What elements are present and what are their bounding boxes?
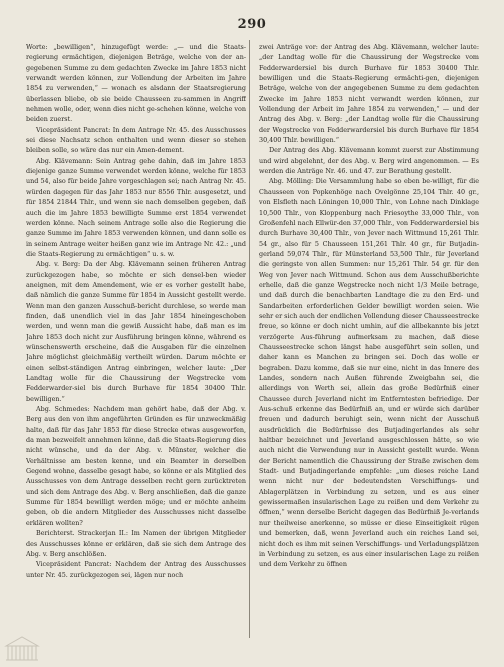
paragraph: Vicepräsident Pancrat: In dem Antrage Nr. 45. des Ausschusses sei diese Nachsatz schon enthalten und wenn dieser so stehen bleiben solle, so wäre das nur ein Amen-dement. bbox=[26, 125, 246, 155]
paragraph: Vicepräsident Pancrat: Nachdem der Antrag des Ausschusses unter Nr. 45. zurückgezogen sei, lägen nur noch bbox=[26, 560, 246, 579]
paragraph: Berichterst. Strackerjan II.: Im Namen der übrigen Mitglieder des Ausschusses könne er erklären, daß sie sich dem Antrage des Abg. v. Berg anschlößen. bbox=[26, 529, 246, 558]
right-column bbox=[259, 42, 479, 642]
paragraph: Abg. Klävemann: Sein Antrag gehe dahin, daß im Jahre 1853 diejenige ganze Summe verwendet werden könne, welche für 1853 und 54, also für beide Jahre vorgeschlagen sei; nach Antrag Nr. 45. würden dagegen für das Jahr 1853 nur 8556 Thlr. ausgesetzt, und für 1854 21844 Thlr., und wenn sie nach demselben gegeben, daß auch die im Jahre 1853 bewilligte Summe erst 1854 verwendet werden könne. Nach seinem Antrage solle also die Regierung die ganze Summe im Jahre 1853 verwenden können, und dann solle es in seinem Antrage weiter heißen ganz wie im Antrage Nr. 42.: „und die Staats-Regierung zu ermächtigen“ u. s. w. bbox=[26, 156, 246, 258]
paragraph: Abg. v. Berg: Da der Abg. Klävemann seinen früheren Antrag zurückgezogen habe, so möchte er sich densel-ben wieder aneignen, mit dem Amendement, wie er es vorher gestellt habe, daß nämlich die ganze Summe für 1854 in Aussicht gestellt werde. Wenn man den ganzen Ausschuß-bericht durchlese, so werde man finden, daß unendlich viel in das Jahr 1854 hineingeschoben werden, und wenn man die gewiß Aussicht habe, daß man es im Jahre 1853 doch nicht zur Ausführung bringen könne, während es wünschenswerth erscheine, daß die Ausgaben für die einzelnen Jahre möglichst gleichmäßig vertheilt würden. Darum möchte er einen selbst-ständigen Antrag einbringen, welcher laute: „Der Landtag wolle für die Chaussirung der Wegstrecke vom Fedderwarder-siel bis durch Burhave für 1854 30400 Thlr. bewilligen.“ bbox=[26, 260, 246, 403]
library-stamp-icon bbox=[4, 634, 40, 662]
paragraph: Der Antrag des Abg. Klävemann kommt zuerst zur Abstimmung und wird abgelehnt, der des Abg. v. Berg wird angenommen. — Es werden die Anträge Nr. 46. und 47. zur Berathung gestellt. bbox=[259, 146, 479, 176]
paragraph: Worte: „bewilligen“, hinzugefügt werde: „— und die Staats-regierung ermächtigen, diejenigen Beträge, welche von der an-gegebenen Summe zu dem gedachten Zwecke im Jahre 1853 nicht verwandt werden können, zur Vollendung der Arbeiten im Jahre 1854 zu verwenden,“ — wonach es alsdann der Staatsregierung überlassen bliebe, ob sie beide Chausseen zu-sammen in Angriff nehmen wolle, oder, wenn dies nicht ge-schehen könne, welche von beiden zuerst. bbox=[26, 43, 246, 124]
page-number: 290 bbox=[237, 17, 267, 32]
left-column bbox=[26, 42, 246, 642]
column-divider bbox=[249, 40, 250, 638]
paragraph: zwei Anträge vor: der Antrag des Abg. Klävemann, welcher laute: „der Landtag wolle für die Chaussirung der Wegstrecke vom Fedderwardersiel bis durch Burhave für 1853 30400 Thlr. bewilligen und die Staats-Regierung ermächti-gen, diejenigen Beträge, welche von der angegebenen Summe zu dem gedachten Zwecke im Jahre 1853 nicht verwandt werden können, zur Vollendung der Arbeit im Jahre 1854 zu verwenden,“ — und der Antrag des Abg. v. Berg: „der Landtag wolle für die Chaussirung der Wegstrecke von Fedderwardersiel bis durch Burhave für 1854 30,400 Thlr. bewilligen.“ bbox=[259, 43, 479, 145]
paragraph: Abg. Schmedes: Nachdem man gehört habe, daß der Abg. v. Berg aus den von ihm angeführten Gründen es für unzweckmäßig halte, daß für das Jahr 1853 für diese Strecke etwas ausgeworfen, da man bezweifelt annehmen könne, daß die Staats-Regierung dies nicht wünsche, und da der Abg. v. Münster, welcher die Verhältnisse am besten kenne, und ein Beamter in derselben Gegend wohne, dasselbe gesagt habe, so könne er als Mitglied des Ausschusses von dem Antrage desselben recht gern zurücktreten und sich dem Antrage des Abg. v. Berg anschließen, daß die ganze Summe für 1854 bewilligt werden möge; und er möchte anheim geben, ob die andern Mitglieder des Ausschusses nicht dasselbe erklären wollten? bbox=[26, 405, 246, 527]
paragraph: Abg. Mölling: Die Versammlung habe so eben be-willigt, für die Chausseen von Popkenhöge nach Ovelgönne 25,104 Thlr. 40 gr., von Elsfleth nach Löningen 10,000 Thlr., von Lohne nach Dinklage 10,500 Thlr., von Kloppenburg nach Friesoythe 33,000 Thlr., von Großenfehl nach Ellwür-den 37,000 Thlr., von Fedderwardersiel bis durch Burhave 30,400 Thlr., von Jever nach Wittmund 15,261 Thlr. 54 gr., also für 5 Chausseen 151,261 Thlr. 40 gr., für Butjadin-gerland 59,074 Thlr., für Münsterland 53,500 Thlr., für Jeverland die geringste von allen Summen: nur 15,261 Thlr. 54 gr. für den Weg von Jever nach Wittmund. Schon aus dem Ausschußberichte erhelle, daß die ganze Wegstrecke noch nicht 1/3 Meile betrage, und daß durch die benachbarten Landtage die zu den Erd- und Sandarbeiten erforderlichen Gelder bewilligt worden seien. Wie sehr er sich auch der endlichen Vollendung dieser Chausseestrecke freue, so könne er doch nicht umhin, auf die allbekannte bis jetzt verzögerte Aus-führung aufmerksam zu machen, daß diese Chausseestrecke schon längst habe ausgeführt sein sollen, und daher kann es Manchen zu bringen sei. Doch das wolle er begraben. Dazu komme, daß sie nur eine, nicht in das Innere des Landes, sondern nach Außen führende Zweigbahn sei, die allerdings von Werth sei, allein das große Bedürfniß einer Chaussee durch Jeverland nicht im Entferntesten befriedige. Der Aus-schuß erkenne das Bedürfniß an, und er würde sich darüber freuen und dadurch beruhigt sein, wenn nicht der Ausschuß ausdrücklich die Bedürfnisse des Butjadingerlandes als sehr haltbar bezeichnet und Jeverland ausgeschlossen hätte, so wie auch nicht die Verwendung nur in Aussicht gestellt wurde. Wenn der Bericht namentlich die Chaussirung der Straße zwischen dem Stadt- und Butjadingerlande empfehle: „um dieses reiche Land wenn nicht nur der bedeutendsten Verschiffungs- und Ablagerplätzen in Verbindung zu setzen, und es aus einer gewissermaßen insularischen Lage zu reißen und dem Verkehr zu öffnen,“ wenn derselbe Bericht dagegen das Bedürfniß Je-verlands nur theilweise anerkenne, so müsse er diese Einseitigkeit rügen und bemerken, daß, wenn Jeverland auch ein reiches Land sei, nicht doch es ihm mit seinen Verschiffungs- und Verladungsplätzen in Verbindung zu setzen, es aus einer insularischen Lage zu reißen und dem Verkehr zu öffnen bbox=[259, 177, 479, 569]
